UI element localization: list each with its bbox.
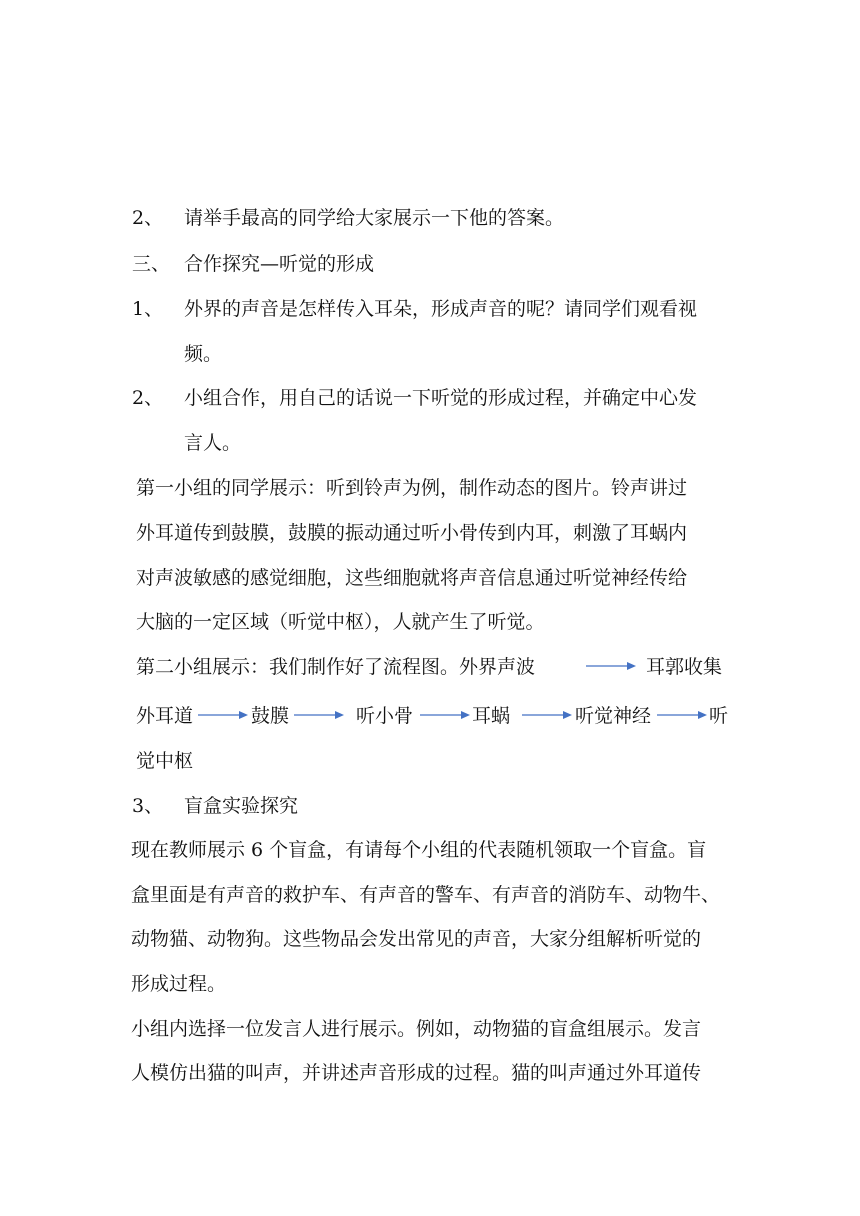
flow-step: 耳蜗 — [472, 705, 511, 727]
item-text: 请举手最高的同学给大家展示一下他的答案。 — [184, 207, 565, 229]
section-title: 合作探究—听觉的形成 — [184, 253, 375, 275]
group1-line: 大脑的一定区域（听觉中枢），人就产生了听觉。 — [136, 611, 545, 633]
item-text: 盲盒实验探究 — [184, 795, 299, 817]
arrow-icon — [294, 709, 344, 721]
section-number: 三、 — [132, 253, 171, 275]
body-line: 形成过程。 — [131, 973, 227, 995]
group1-line: 对声波敏感的感觉细胞，这些细胞就将声音信息通过听觉神经传给 — [136, 567, 688, 589]
body-line: 动物猫、动物狗。这些物品会发出常见的声音，大家分组解析听觉的 — [131, 928, 702, 950]
flow-step: 鼓膜 — [251, 705, 290, 727]
arrow-icon — [198, 709, 248, 721]
body-line: 人模仿出猫的叫声，并讲述声音形成的过程。猫的叫声通过外耳道传 — [131, 1062, 702, 1084]
flow-step: 耳郭收集 — [646, 656, 723, 678]
group1-line: 第一小组的同学展示：听到铃声为例，制作动态的图片。铃声讲过 — [136, 477, 688, 499]
body-line: 现在教师展示 6 个盲盒，有请每个小组的代表随机领取一个盲盒。盲 — [131, 839, 707, 861]
arrow-icon — [522, 709, 572, 721]
flow-step: 听 — [709, 705, 729, 727]
arrow-icon — [657, 709, 707, 721]
arrow-icon — [420, 709, 470, 721]
item-number: 2、 — [132, 387, 164, 409]
group1-line: 外耳道传到鼓膜，鼓膜的振动通过听小骨传到内耳，刺激了耳蜗内 — [136, 522, 688, 544]
body-line: 小组内选择一位发言人进行展示。例如，动物猫的盲盒组展示。发言 — [131, 1018, 702, 1040]
item-number: 1、 — [132, 298, 164, 320]
item-number: 2、 — [132, 207, 164, 229]
flow-step: 外耳道 — [136, 705, 194, 727]
item-text: 外界的声音是怎样传入耳朵，形成声音的呢？请同学们观看视 — [184, 298, 698, 320]
item-number: 3、 — [132, 795, 164, 817]
flow-step: 听觉神经 — [575, 705, 652, 727]
item-text: 小组合作，用自己的话说一下听觉的形成过程，并确定中心发 — [184, 387, 698, 409]
arrow-icon — [586, 660, 636, 672]
group2-intro: 第二小组展示：我们制作好了流程图。外界声波 — [136, 656, 536, 678]
body-line: 盒里面是有声音的救护车、有声音的警车、有声音的消防车、动物牛、 — [131, 884, 721, 906]
flow-step: 觉中枢 — [136, 750, 194, 772]
flow-step: 听小骨 — [356, 705, 414, 727]
